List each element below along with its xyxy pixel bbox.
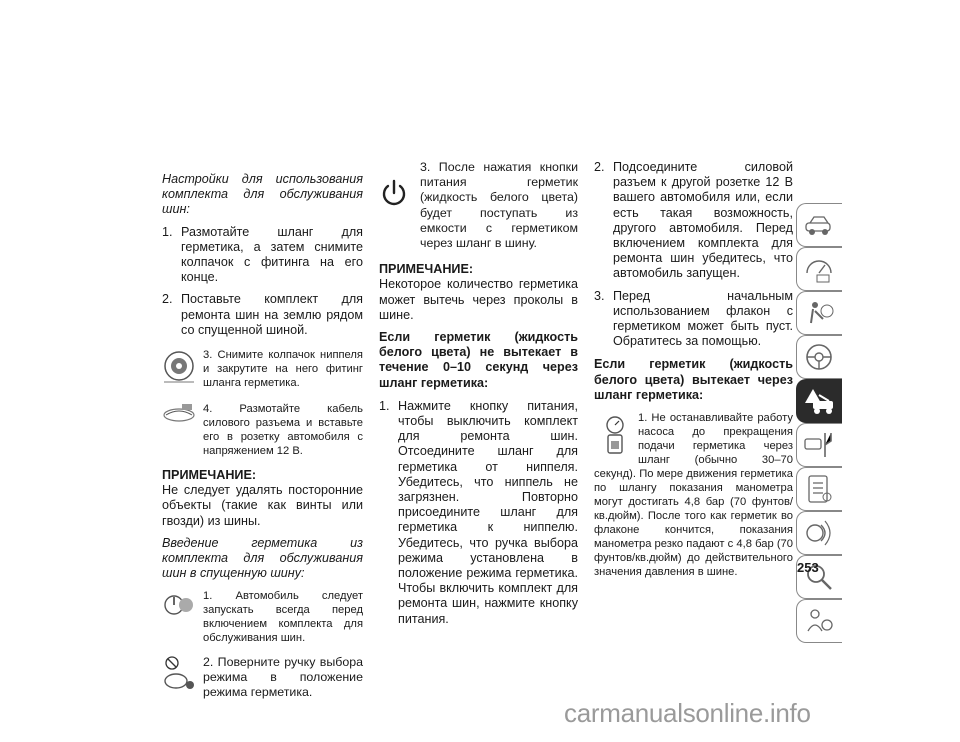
language-icon: [803, 605, 835, 637]
list-icon: [803, 473, 835, 505]
column-left: [162, 172, 363, 700]
setup-heading: Настройки для использования комплекта для обслуживания шин:: [162, 172, 363, 217]
tab-driving[interactable]: [796, 335, 842, 379]
figure-valve-cap: [162, 348, 363, 390]
figure-caption: 3. Снимите колпачок ниппеля и закрутите на него фитинг шланга герметика.: [203, 349, 363, 390]
list-item: [162, 225, 363, 286]
figure-pump-gauge: [594, 411, 793, 579]
tools-icon: [803, 429, 835, 461]
tab-specifications[interactable]: [796, 467, 842, 511]
mode-knob-icon: [162, 655, 196, 691]
warning-triangle-icon: [803, 385, 835, 417]
pressure-gauge-icon: [600, 413, 630, 457]
figure-power-cable: [162, 402, 363, 458]
list-text: Поставьте комплект для ремонта шин на землю рядом со спущенной шиной.: [181, 292, 363, 337]
note-title: ПРИМЕЧАНИЕ:: [162, 468, 257, 483]
power-plug-icon: [162, 402, 196, 424]
page-number: 253: [797, 560, 819, 575]
start-engine-icon: [162, 589, 196, 619]
list-number: 2.: [162, 292, 173, 307]
power-icon: [379, 178, 409, 208]
valve-fitting-icon: [162, 348, 196, 384]
figure-caption: 3. После нажатия кнопки питания герметик (жидкость белого цвета) будет поступать из емкости с герметиком через шланг в шину.: [420, 160, 578, 251]
figure-start-vehicle: [162, 589, 363, 645]
list-number: 1.: [162, 224, 173, 239]
list-text: Подсоедините силовой разъем к другой розетке 12 В вашего автомобиля или, если есть такая возможность, другого автомобиля. Перед включением комплекта для ремонта шин убедитесь, что автомобиль запущен.: [613, 160, 793, 281]
figure-mode-selector: [162, 655, 363, 700]
list-text: Перед начальным использованием флакон с герметиком может быть пуст. Обратитесь за помощью.: [613, 288, 793, 349]
list-item: [162, 292, 363, 338]
list-number: 3.: [594, 288, 605, 303]
watermark: carmanualsonline.info: [564, 698, 811, 728]
airbag-icon: [803, 297, 835, 329]
warning-heading: Если герметик (жидкость белого цвета) вытекает через шланг герметика:: [594, 357, 793, 402]
figure-caption: 1. Не останавливайте работу насоса до прекращения подачи герметика через шланг (обычно 30–70 секунд). По мере движения герметика по шлангу показания манометра могут достигать 4,8 бар (70 фунтов/кв.дюйм). После того как герметик во флаконе кончится, показания манометра резко падают с 4,8 бар (70 фунтов/кв.дюйм) до действительного значения давления в шине.: [594, 412, 793, 579]
tab-vehicle-overview[interactable]: [796, 203, 842, 247]
car-overview-icon: [803, 209, 835, 241]
figure-caption: 4. Размотайте кабель силового разъема и вставьте его в розетку автомобиля с напряжением 12 В.: [203, 403, 363, 458]
column-right: [594, 160, 793, 579]
tab-language[interactable]: [796, 599, 842, 643]
list-text: Нажмите кнопку питания, чтобы выключить комплект для ремонта шин. Отсоедините шланг для герметика от ниппеля. Убедитесь, что ниппель не загрязнен. Повторно присоедините шланг для герметика к ниппелю. Убедитесь, что ручка выбора режима установлена в положение режима герметика. Чтобы включить комплект для ремонта шин, нажмите кнопку питания.: [398, 398, 578, 626]
tab-safety[interactable]: [796, 291, 842, 335]
list-text: Размотайте шланг для герметика, а затем снимите колпачок с фитинга на его конце.: [181, 224, 363, 285]
list-number: 1.: [379, 398, 390, 413]
list-item: [379, 399, 578, 627]
note-text: Некоторое количество герметика может вытечь через проколы в шине.: [379, 277, 578, 322]
figure-caption: 2. Поверните ручку выбора режима в положение режима герметика.: [203, 655, 363, 700]
column-middle: [379, 160, 578, 627]
note-title: ПРИМЕЧАНИЕ:: [379, 262, 474, 277]
figure-caption: 1. Автомобиль следует запускать всегда перед включением комплекта для обслуживания шин.: [203, 590, 363, 645]
list-number: 2.: [594, 160, 605, 174]
warning-heading: Если герметик (жидкость белого цвета) не вытекает в течение 0–10 секунд через шланг герметика:: [379, 330, 578, 390]
tab-maintenance[interactable]: [796, 423, 842, 467]
dashboard-icon: [803, 253, 835, 285]
tech-icon: [803, 517, 835, 549]
tab-multimedia[interactable]: [796, 511, 842, 555]
tab-emergency[interactable]: [796, 379, 842, 423]
steering-wheel-icon: [803, 341, 835, 373]
intro-heading: Введение герметика из комплекта для обслуживания шин в спущенную шину:: [162, 535, 363, 581]
tab-dashboard[interactable]: [796, 247, 842, 291]
figure-power-button: [379, 160, 578, 251]
note-text: Не следует удалять посторонние объекты (такие как винты или гвозди) из шины.: [162, 483, 363, 528]
list-item: [594, 289, 793, 350]
list-item: [594, 160, 793, 282]
